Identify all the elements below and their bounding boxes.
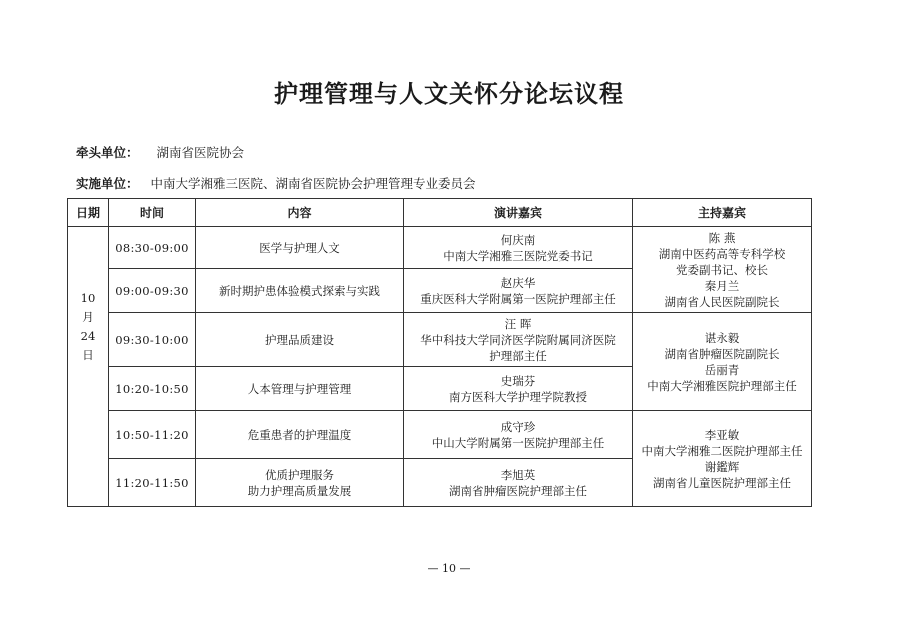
speaker-name: 赵庆华: [500, 275, 536, 290]
content-cell: [196, 411, 404, 459]
content-line: 优质护理服务: [265, 467, 334, 482]
speaker-title: 重庆医科大学附属第一医院护理部主任: [420, 291, 616, 306]
host-name: 岳丽青: [704, 362, 740, 377]
date-line: 月: [82, 310, 94, 324]
lead-unit-value: 湖南省医院协会: [156, 145, 245, 160]
lead-unit: [76, 143, 244, 161]
content-cell: [196, 227, 404, 269]
content-line: 护理品质建设: [265, 332, 334, 347]
content-line: 医学与护理人文: [259, 240, 340, 255]
host-title: 党委副书记、校长: [676, 262, 768, 277]
content-line: 人本管理与护理管理: [247, 381, 352, 396]
speaker-cell: [404, 313, 633, 367]
header-content: 内容: [196, 199, 404, 227]
content-line: 助力护理高质量发展: [247, 483, 352, 498]
content-cell: [196, 269, 404, 313]
speaker-cell: [404, 269, 633, 313]
date-line: 日: [82, 348, 94, 362]
implement-unit: [76, 174, 476, 192]
table-header-row: [68, 199, 812, 227]
host-name: 谢鑑辉: [704, 459, 740, 474]
table-row: [68, 313, 812, 367]
host-name: 陈 燕: [708, 230, 736, 245]
speaker-name: 李旭英: [500, 467, 536, 482]
page-title: 护理管理与人文关怀分论坛议程: [274, 80, 624, 108]
header-host: 主持嘉宾: [633, 199, 812, 227]
speaker-name: 成守珍: [500, 419, 536, 434]
host-cell: [633, 227, 812, 313]
date-line: 24: [80, 329, 96, 343]
time-cell: 10:50-11:20: [109, 411, 196, 459]
host-cell: [633, 313, 812, 411]
header-date: 日期: [68, 199, 109, 227]
header-speaker: 演讲嘉宾: [404, 199, 633, 227]
speaker-name: 汪 晖: [504, 316, 532, 331]
header-time: 时间: [109, 199, 196, 227]
speaker-title: 中南大学湘雅三医院党委书记: [443, 248, 593, 263]
content-line: 危重患者的护理温度: [247, 427, 352, 442]
agenda-table: [67, 198, 812, 507]
time-cell: 11:20-11:50: [109, 459, 196, 507]
date-line: 10: [80, 291, 96, 305]
speaker-title: 护理部主任: [489, 348, 547, 363]
host-name: 谌永毅: [704, 330, 740, 345]
host-name: 秦月兰: [704, 278, 740, 293]
speaker-name: 何庆南: [500, 232, 536, 247]
host-title: 中南大学湘雅二医院护理部主任: [641, 443, 803, 458]
content-line: 新时期护患体验模式探索与实践: [219, 283, 380, 298]
implement-unit-label: 实施单位：: [76, 176, 139, 191]
host-title: 湖南中医药高等专科学校: [658, 246, 786, 261]
speaker-title: 中山大学附属第一医院护理部主任: [431, 435, 605, 450]
page-number: — 10 —: [427, 562, 471, 575]
speaker-cell: [404, 459, 633, 507]
speaker-title: 华中科技大学同济医学院附属同济医院: [420, 332, 616, 347]
host-name: 李亚敏: [704, 427, 740, 442]
content-cell: [196, 367, 404, 411]
content-cell: [196, 459, 404, 507]
speaker-title: 湖南省肿瘤医院护理部主任: [449, 483, 587, 498]
table-row: [68, 411, 812, 459]
time-cell: 09:00-09:30: [109, 269, 196, 313]
time-cell: 08:30-09:00: [109, 227, 196, 269]
date-cell: [68, 227, 109, 507]
host-title: 中南大学湘雅医院护理部主任: [647, 378, 797, 393]
host-title: 湖南省儿童医院护理部主任: [653, 475, 791, 490]
speaker-name: 史瑞芬: [500, 373, 536, 388]
speaker-cell: [404, 411, 633, 459]
host-title: 湖南省人民医院副院长: [664, 294, 780, 309]
time-cell: 09:30-10:00: [109, 313, 196, 367]
content-cell: [196, 313, 404, 367]
host-title: 湖南省肿瘤医院副院长: [664, 346, 780, 361]
speaker-cell: [404, 227, 633, 269]
host-cell: [633, 411, 812, 507]
table-row: [68, 227, 812, 269]
lead-unit-label: 牵头单位：: [76, 145, 139, 160]
speaker-cell: [404, 367, 633, 411]
speaker-title: 南方医科大学护理学院教授: [449, 389, 587, 404]
implement-unit-value: 中南大学湘雅三医院、湖南省医院协会护理管理专业委员会: [150, 176, 476, 191]
time-cell: 10:20-10:50: [109, 367, 196, 411]
